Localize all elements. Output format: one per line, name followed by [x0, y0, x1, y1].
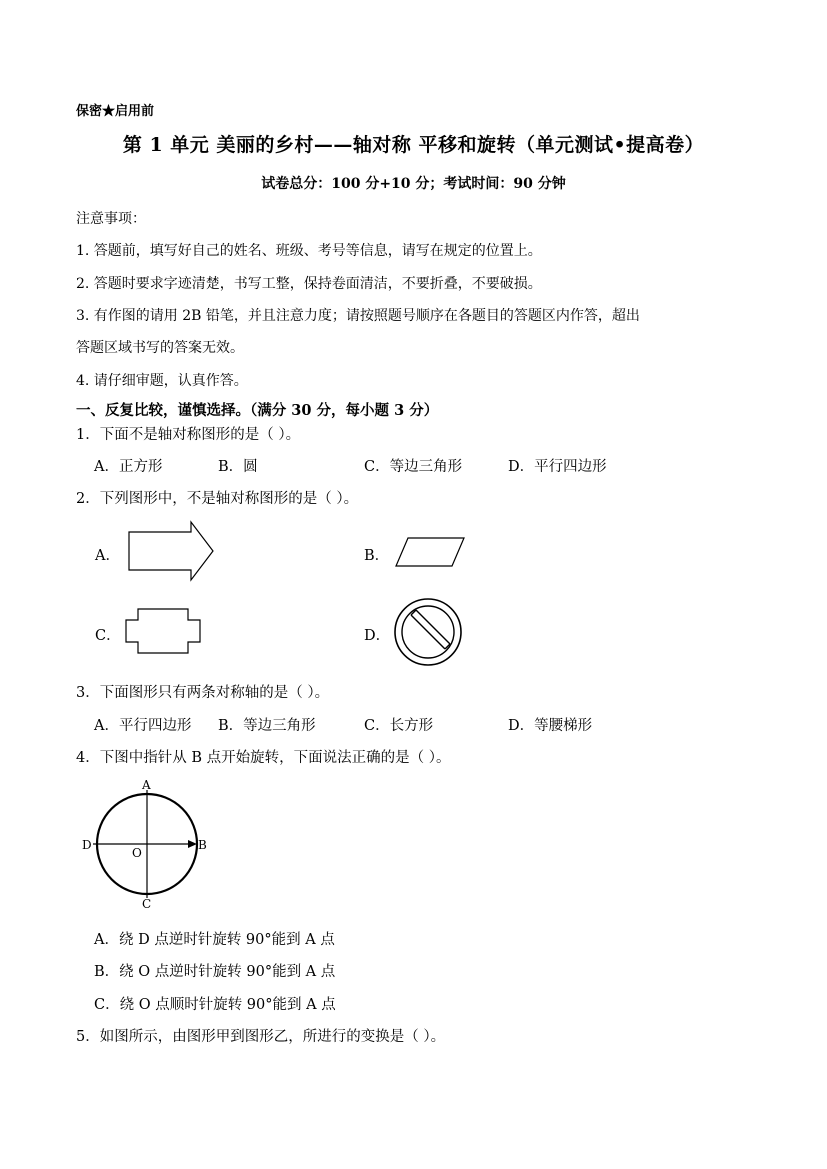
exam-subtitle: 试卷总分：100 分+10 分；考试时间：90 分钟 [261, 176, 566, 192]
q1-option-c: C．等边三角形 [364, 459, 463, 475]
q2-stem: 2．下列图形中，不是轴对称图形的是（ ）。 [76, 491, 359, 507]
note-item-1: 1. 答题前，填写好自己的姓名、班级、考号等信息，请写在规定的位置上。 [76, 243, 542, 259]
q2-label-d: D． [364, 628, 391, 644]
notes-heading: 注意事项： [76, 211, 146, 227]
diagram-label-d: D [82, 838, 92, 852]
note-item-2: 2. 答题时要求字迹清楚，书写工整，保持卷面清洁，不要折叠，不要破损。 [76, 276, 542, 292]
q1-option-a: A．正方形 [94, 459, 163, 475]
note-item-3: 3. 有作图的请用 2B 铅笔，并且注意力度；请按照题号顺序在各题目的答题区内作答，超出 [76, 308, 640, 324]
q5-stem: 5．如图所示，由图形甲到图形乙，所进行的变换是（ ）。 [76, 1029, 446, 1045]
parallelogram-figure [392, 534, 468, 570]
q4-option-a: A．绕 D 点逆时针旋转 90°能到 A 点 [94, 932, 335, 948]
q4-stem: 4．下图中指针从 B 点开始旋转，下面说法正确的是（ ）。 [76, 750, 451, 766]
q2-label-b: B． [364, 548, 390, 564]
section-title: 一、反复比较，谨慎选择。（满分 30 分，每小题 3 分） [76, 402, 439, 419]
confidential-label: 保密★启用前 [76, 104, 155, 119]
note-item-4: 4. 请仔细审题，认真作答。 [76, 373, 248, 389]
rotation-circle-diagram [78, 774, 218, 914]
cross-shape-figure [122, 605, 204, 657]
diagram-label-a: A [142, 778, 151, 792]
diagram-label-c: C [142, 897, 152, 911]
q4-option-b: B．绕 O 点逆时针旋转 90°能到 A 点 [94, 964, 336, 980]
q3-option-a: A．平行四边形 [94, 718, 192, 734]
q4-option-c: C．绕 O 点顺时针旋转 90°能到 A 点 [94, 997, 336, 1013]
q1-option-b: B．圆 [218, 459, 258, 475]
note-item-3-cont: 答题区域书写的答案无效。 [76, 340, 244, 356]
no-sign-figure [390, 596, 466, 668]
diagram-label-b: B [198, 838, 207, 852]
q3-stem: 3．下面图形只有两条对称轴的是（ ）。 [76, 685, 330, 701]
q3-option-c: C．长方形 [364, 718, 434, 734]
q2-label-a: A． [95, 548, 120, 564]
page-title: 第 1 单元 美丽的乡村——轴对称 平移和旋转（单元测试•提高卷） [122, 134, 705, 156]
arrow-shape-figure [125, 518, 217, 584]
q3-option-b: B．等边三角形 [218, 718, 316, 734]
q1-stem: 1．下面不是轴对称图形的是（ ）。 [76, 427, 301, 443]
q3-option-d: D．等腰梯形 [508, 718, 593, 734]
q2-label-c: C． [95, 628, 121, 644]
diagram-label-o: O [132, 846, 142, 860]
q1-option-d: D．平行四边形 [508, 459, 607, 475]
